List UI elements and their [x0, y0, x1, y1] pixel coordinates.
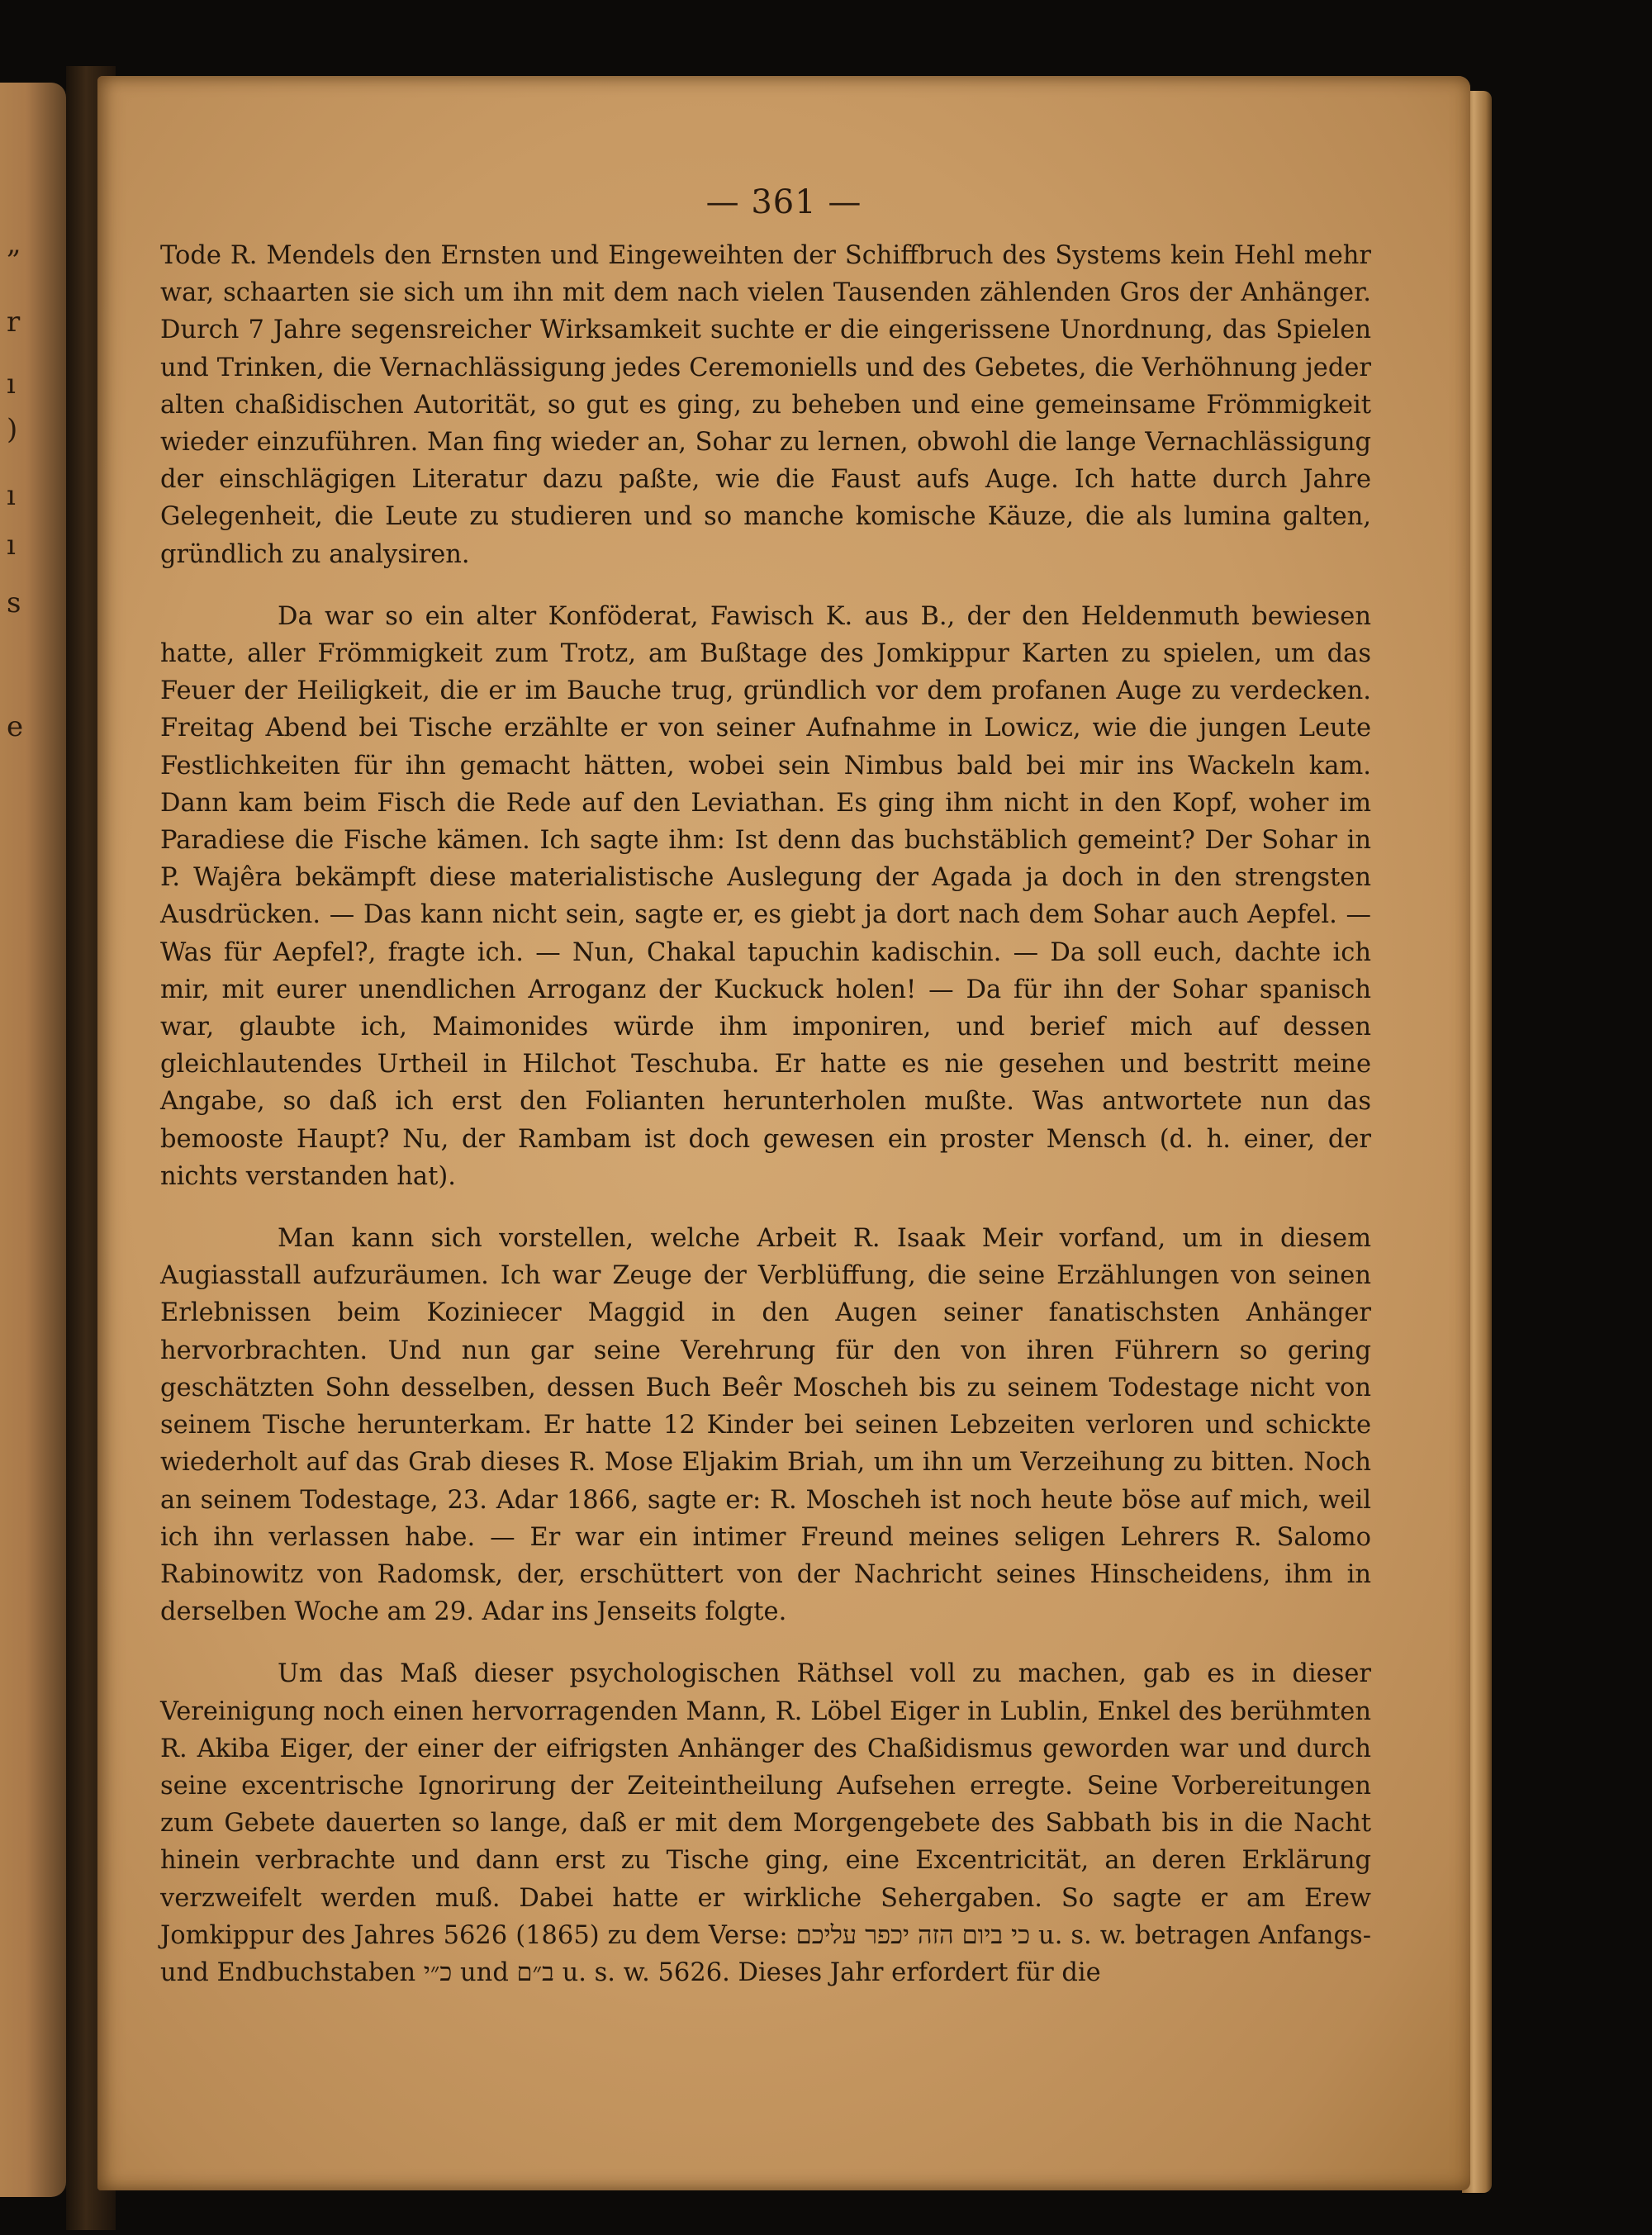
paragraph-1: Tode R. Mendels den Ernsten und Eingeweihten der Schiffbruch des Systems kein Hehl mehr war, schaarten sie sich um ihn mit dem nach vielen Tausenden zählenden Gros der Anhänger. Durch 7 Jahre segensreicher Wirksamkeit suchte er die eingerissene Unordnung, das Spielen und Trinken, die Vernachlässigung jedes Ceremoniells und des Gebetes, die Verhöhnung jeder alten chaßidischen Autorität, so gut es ging, zu beheben und eine gemeinsame Frömmigkeit wieder einzuführen. Man fing wieder an, Sohar zu lernen, obwohl die lange Vernachlässigung der einschlägigen Literatur dazu paßte, wie die Faust aufs Auge. Ich hatte durch Jahre Gelegenheit, die Leute zu studieren und so manche komische Käuze, die als lumina galten, gründlich zu analysiren.: [160, 241, 1371, 569]
left-page-fragment: „: [7, 227, 21, 260]
paragraph-4: Um das Maß dieser psychologischen Räthsel voll zu machen, gab es in dieser Vereinigung noch einen hervorragenden Mann, R. Löbel Eiger in Lublin, Enkel des berühmten R. Akiba Eiger, der einer der eifrigsten Anhänger des Chaßidismus geworden war und durch seine excentrische Ignorirung der Zeiteintheilung Aufsehen erregte. Seine Vorbereitungen zum Gebete dauerten so lange, daß er mit dem Morgengebete des Sabbath bis in die Nacht hinein verbrachte und dann erst zu Tische ging, eine Excentricität, an deren Erklärung verzweifelt werden muß. Dabei hatte er wirkliche Sehergaben. So sagte er am Erew Jomkippur des Jahres 5626 (1865) zu dem Verse: כי ביום הזה יכפר עליכם u. s. w. betragen Anfangs- und Endbuchstaben כ״י und ב״ם u. s. w. 5626. Dieses Jahr erfordert für die: [160, 1659, 1371, 1987]
left-page-fragment: e: [7, 710, 24, 743]
page-number: — 361 —: [705, 183, 862, 221]
left-page-fragment: s: [7, 586, 21, 619]
paragraph-2: Da war so ein alter Konföderat, Fawisch K. aus B., der den Heldenmuth bewiesen hatte, aller Frömmigkeit zum Trotz, am Bußtage des Jomkippur Karten zu spielen, um das Feuer der Heiligkeit, die er im Bauche trug, gründlich vor dem profanen Auge zu verdecken. Freitag Abend bei Tische erzählte er von seiner Aufnahme in Lowicz, wie die jungen Leute Festlichkeiten für ihn gemacht hätten, wobei sein Nimbus bald bei mir ins Wackeln kam. Dann kam beim Fisch die Rede auf den Leviathan. Es ging ihm nicht in den Kopf, woher im Paradiese die Fische kämen. Ich sagte ihm: Ist denn das buchstäblich gemeint? Der Sohar in P. Wajêra bekämpft diese materialistische Auslegung der Agada ja doch in den strengsten Ausdrücken. — Das kann nicht sein, sagte er, es giebt ja dort nach dem Sohar auch Aepfel. — Was für Aepfel?, fragte ich. — Nun, Chakal tapuchin kadischin. — Da soll euch, dachte ich mir, mit eurer unendlichen Arroganz der Kuckuck holen! — Da für ihn der Sohar spanisch war, glaubte ich, Maimonides würde ihm imponiren, und berief mich auf dessen gleichlautendes Urtheil in Hilchot Teschuba. Er hatte es nie gesehen und bestritt meine Angabe, so daß ich erst den Folianten herunterholen mußte. Was antwortete nun das bemooste Haupt? Nu, der Rambam ist doch gewesen ein proster Mensch (d. h. einer, der nichts verstanden hat).: [160, 601, 1371, 1191]
left-page-fragment: ı: [7, 479, 16, 512]
paragraph-3: Man kann sich vorstellen, welche Arbeit R. Isaak Meir vorfand, um in diesem Augiasstall aufzuräumen. Ich war Zeuge der Verblüffung, die seine Erzählungen von seinen Erlebnissen beim Koziniecer Maggid in den Augen seiner fanatischsten Anhänger hervorbrachten. Und nun gar seine Verehrung für den von ihren Führern so gering geschätzten Sohn desselben, dessen Buch Beêr Moscheh bis zu seinem Todestage nicht von seinem Tische herunterkam. Er hatte 12 Kinder bei seinen Lebzeiten verloren und schickte wiederholt auf das Grab dieses R. Mose Eljakim Briah, um ihn um Verzeihung zu bitten. Noch an seinem Todestage, 23. Adar 1866, sagte er: R. Moscheh ist noch heute böse auf mich, weil ich ihn verlassen habe. — Er war ein intimer Freund meines seligen Lehrers R. Salomo Rabinowitz von Radomsk, der, erschüttert von der Nachricht seines Hinscheidens, ihm in derselben Woche am 29. Adar ins Jenseits folgte.: [160, 1224, 1371, 1627]
left-page-fragment: ı: [7, 368, 16, 401]
book-page: [97, 76, 1470, 2190]
left-page-fragment: ): [7, 413, 18, 446]
left-page-fragment: ı: [7, 529, 16, 562]
left-page-edge: [0, 83, 66, 2197]
page-text: [160, 237, 1371, 2016]
left-page-fragment: r: [7, 306, 21, 339]
